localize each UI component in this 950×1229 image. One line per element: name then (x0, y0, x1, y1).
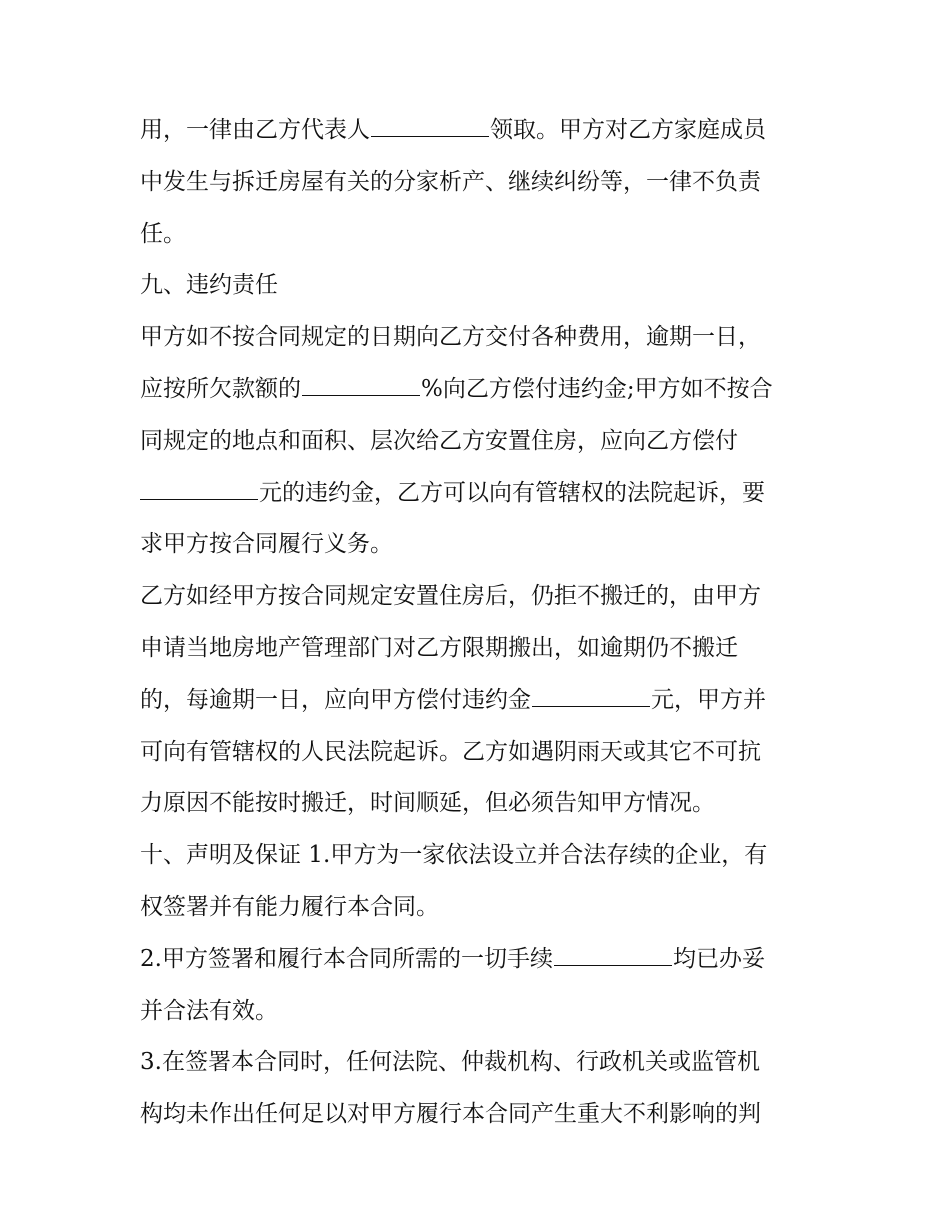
text-segment: 2.甲方签署和履行本合同所需的一切手续 (140, 945, 553, 972)
text-segment: 元，甲方并 (651, 686, 766, 713)
text-line (140, 105, 815, 157)
text-segment: 元的违约金，乙方可以向有管辖权的法院起诉，要 (259, 479, 765, 506)
text-segment: 的，每逾期一日，应向甲方偿付违约金 (140, 686, 531, 713)
text-line: 求甲方按合同履行义务。 (140, 531, 393, 558)
text-line: 申请当地房地产管理部门对乙方限期搬出，如逾期仍不搬迁 (140, 634, 738, 661)
text-segment: 应按所欠款额的 (140, 375, 301, 402)
text-line: 甲方如不按合同规定的日期向乙方交付各种费用，逾期一日， (140, 324, 761, 351)
fill-in-blank (140, 481, 258, 500)
section-heading: 九、违约责任 (140, 272, 278, 299)
text-line (140, 364, 815, 416)
text-line: 并合法有效。 (140, 997, 278, 1024)
fill-in-blank (554, 947, 672, 966)
text-line: 力原因不能按时搬迁，时间顺延，但必须告知甲方情况。 (140, 790, 715, 817)
text-line: 中发生与拆迁房屋有关的分家析产、继续纠纷等，一律不负责 (140, 168, 761, 195)
fill-in-blank (302, 377, 420, 396)
text-segment: %向乙方偿付违约金;甲方如不按合 (421, 375, 773, 402)
text-segment: 用，一律由乙方代表人 (140, 117, 370, 143)
text-line: 3.在签署本合同时，任何法院、仲裁机构、行政机关或监管机 (140, 1049, 760, 1076)
fill-in-blank (371, 118, 489, 137)
text-line: 权签署并有能力履行本合同。 (140, 893, 439, 920)
text-line (140, 675, 815, 727)
text-line: 任。 (140, 220, 186, 247)
section-heading: 十、声明及保证 1.甲方为一家依法设立并合法存续的企业，有 (140, 842, 768, 869)
text-line: 同规定的地点和面积、层次给乙方安置住房，应向乙方偿付 (140, 427, 738, 454)
fill-in-blank (532, 688, 650, 707)
text-line (140, 468, 815, 520)
document-body (140, 105, 815, 1141)
text-segment: 领取。甲方对乙方家庭成员 (490, 117, 766, 143)
text-segment: 均已办妥 (672, 945, 765, 972)
text-line: 构均未作出任何足以对甲方履行本合同产生重大不利影响的判 (140, 1101, 761, 1128)
text-line: 可向有管辖权的人民法院起诉。乙方如遇阴雨天或其它不可抗 (140, 738, 761, 765)
text-line (140, 934, 815, 986)
text-line: 乙方如经甲方按合同规定安置住房后，仍拒不搬迁的，由甲方 (140, 583, 761, 610)
